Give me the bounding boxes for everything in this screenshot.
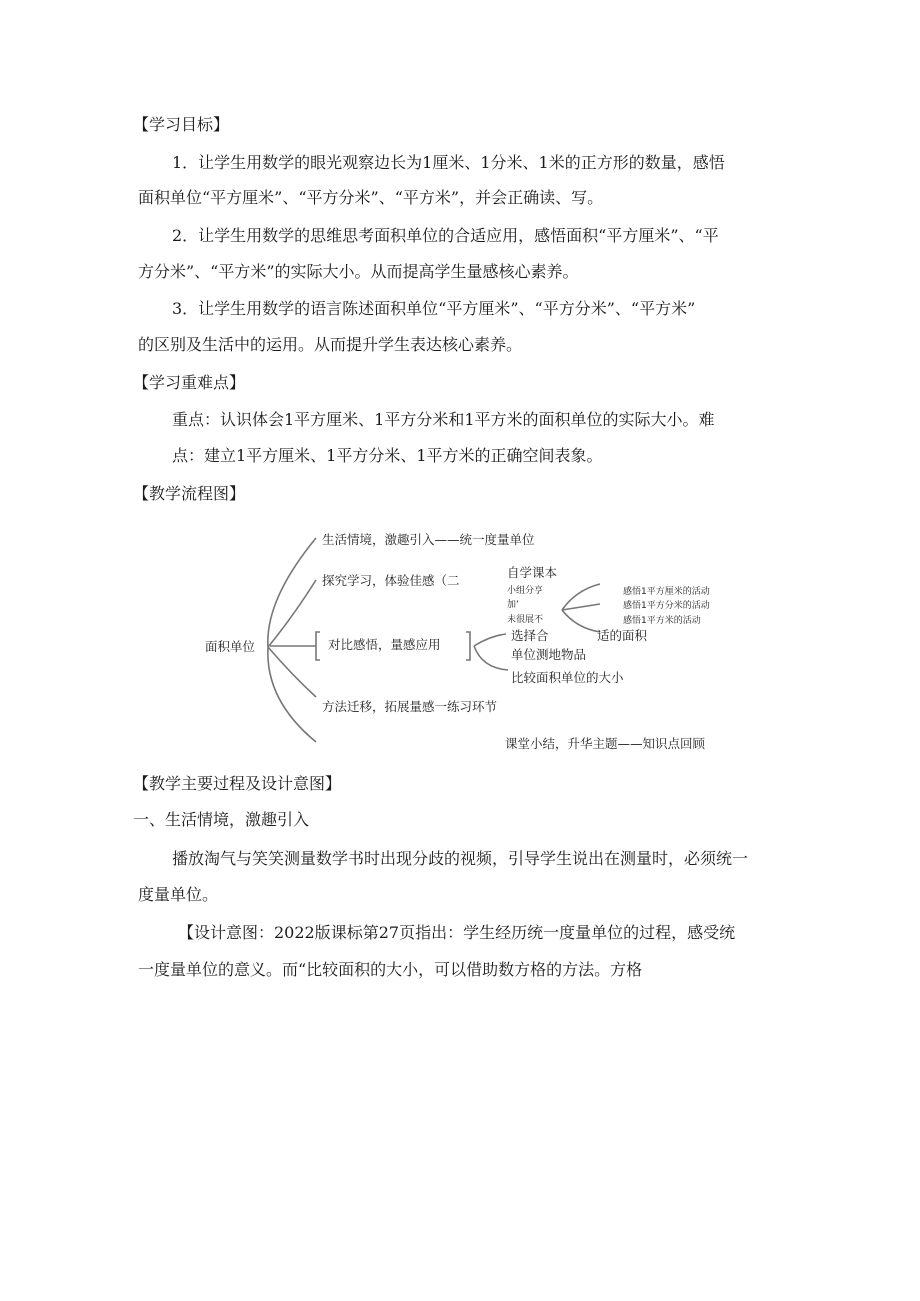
activity-sq-m: 感悟1平方米的活动 xyxy=(623,616,701,626)
section-1-title: 一、生活情境，激趣引入 xyxy=(133,810,310,829)
objective-1-line-2: 面积单位“平方厘米”、“平方分米”、“平方米”，并会正确读、写。 xyxy=(138,188,604,207)
keypoints-line-1: 重点：认识体会1平方厘米、1平方分米和1平方米的面积单位的实际大小。难 xyxy=(172,410,715,429)
process-paragraph-1-line-2: 度量单位。 xyxy=(138,885,219,904)
b3-bracket-left xyxy=(316,632,320,660)
connector-act3 xyxy=(562,610,600,632)
design-intent-line-1: 【设计意图：2022版课标第27页指出：学生经历统一度量单位的过程，感受统 xyxy=(178,923,736,942)
branch-1: 生活情境，激趣引入——统一度量单位 xyxy=(322,532,535,547)
branch-2-self-study: 自学课本 xyxy=(507,565,558,580)
connector-act1 xyxy=(562,584,600,610)
objective-3-line-2: 的区别及生活中的运用。从而提升学生表达核心素养。 xyxy=(138,335,523,354)
keypoints-line-2: 点：建立1平方厘米、1平方分米、1平方米的正确空间表象。 xyxy=(172,446,603,465)
objective-2-line-2: 方分米”、“平方米”的实际大小。从而提高学生量感核心素养。 xyxy=(138,262,579,281)
objective-3-line-1: 3．让学生用数学的语言陈述面积单位“平方厘米”、“平方分米”、“平方米” xyxy=(172,299,696,318)
branch-2-group-share: 小组分亨 xyxy=(507,586,544,596)
branch-3-measure: 单位测地物品 xyxy=(511,647,587,662)
process-heading: 【教学主要过程及设计意图】 xyxy=(133,774,342,793)
objectives-heading: 【学习目标】 xyxy=(133,115,230,134)
branch-2-group-share-2: 加’ xyxy=(507,600,519,610)
process-paragraph-1-line-1: 播放淘气与笑笑测量数学书时出现分歧的视频，引导学生说出在测量时，必须统一 xyxy=(172,849,749,868)
flowchart-root: 面积单位 xyxy=(205,639,256,654)
connector-b3-sub1 xyxy=(474,634,506,646)
branch-3: 对比感悟，量感应用 xyxy=(328,637,441,652)
branch-3-compare: 比较面积单位的大小 xyxy=(511,670,624,685)
branch-2: 探究学习，体验佳感（二 xyxy=(322,573,460,588)
branch-4: 方法迁移，拓展量感一练习环节 xyxy=(322,699,498,714)
connector-b2 xyxy=(268,580,316,647)
branch-5: 课堂小结，升华主题——知识点回顾 xyxy=(505,736,706,751)
keypoints-heading: 【学习重难点】 xyxy=(133,373,246,392)
branch-3-choose: 选择合 xyxy=(511,628,549,643)
flowchart-heading: 【教学流程图】 xyxy=(133,484,246,503)
activity-sq-cm: 感悟1平方厘米的活动 xyxy=(623,587,710,597)
activity-sq-dm: 感悟1平方分米的活动 xyxy=(623,601,710,611)
branch-2-extend: 未很展不 xyxy=(507,615,544,625)
branch-3-choose-2: 适的面积 xyxy=(597,628,648,643)
connector-bottom xyxy=(268,647,316,742)
design-intent-line-2: 一度量单位的意义。而“比较面积的大小，可以借助数方格的方法。方格 xyxy=(138,960,643,979)
objective-2-line-1: 2．让学生用数学的思维思考面积单位的合适应用，感悟面积“平方厘米”、“平 xyxy=(172,226,719,245)
b3-bracket-right xyxy=(466,632,470,660)
connector-act2 xyxy=(562,604,600,610)
objective-1-line-1: 1．让学生用数学的眼光观察边长为1厘米、1分米、1米的正方形的数量，感悟 xyxy=(172,153,725,172)
connector-b3-sub2 xyxy=(474,646,508,670)
